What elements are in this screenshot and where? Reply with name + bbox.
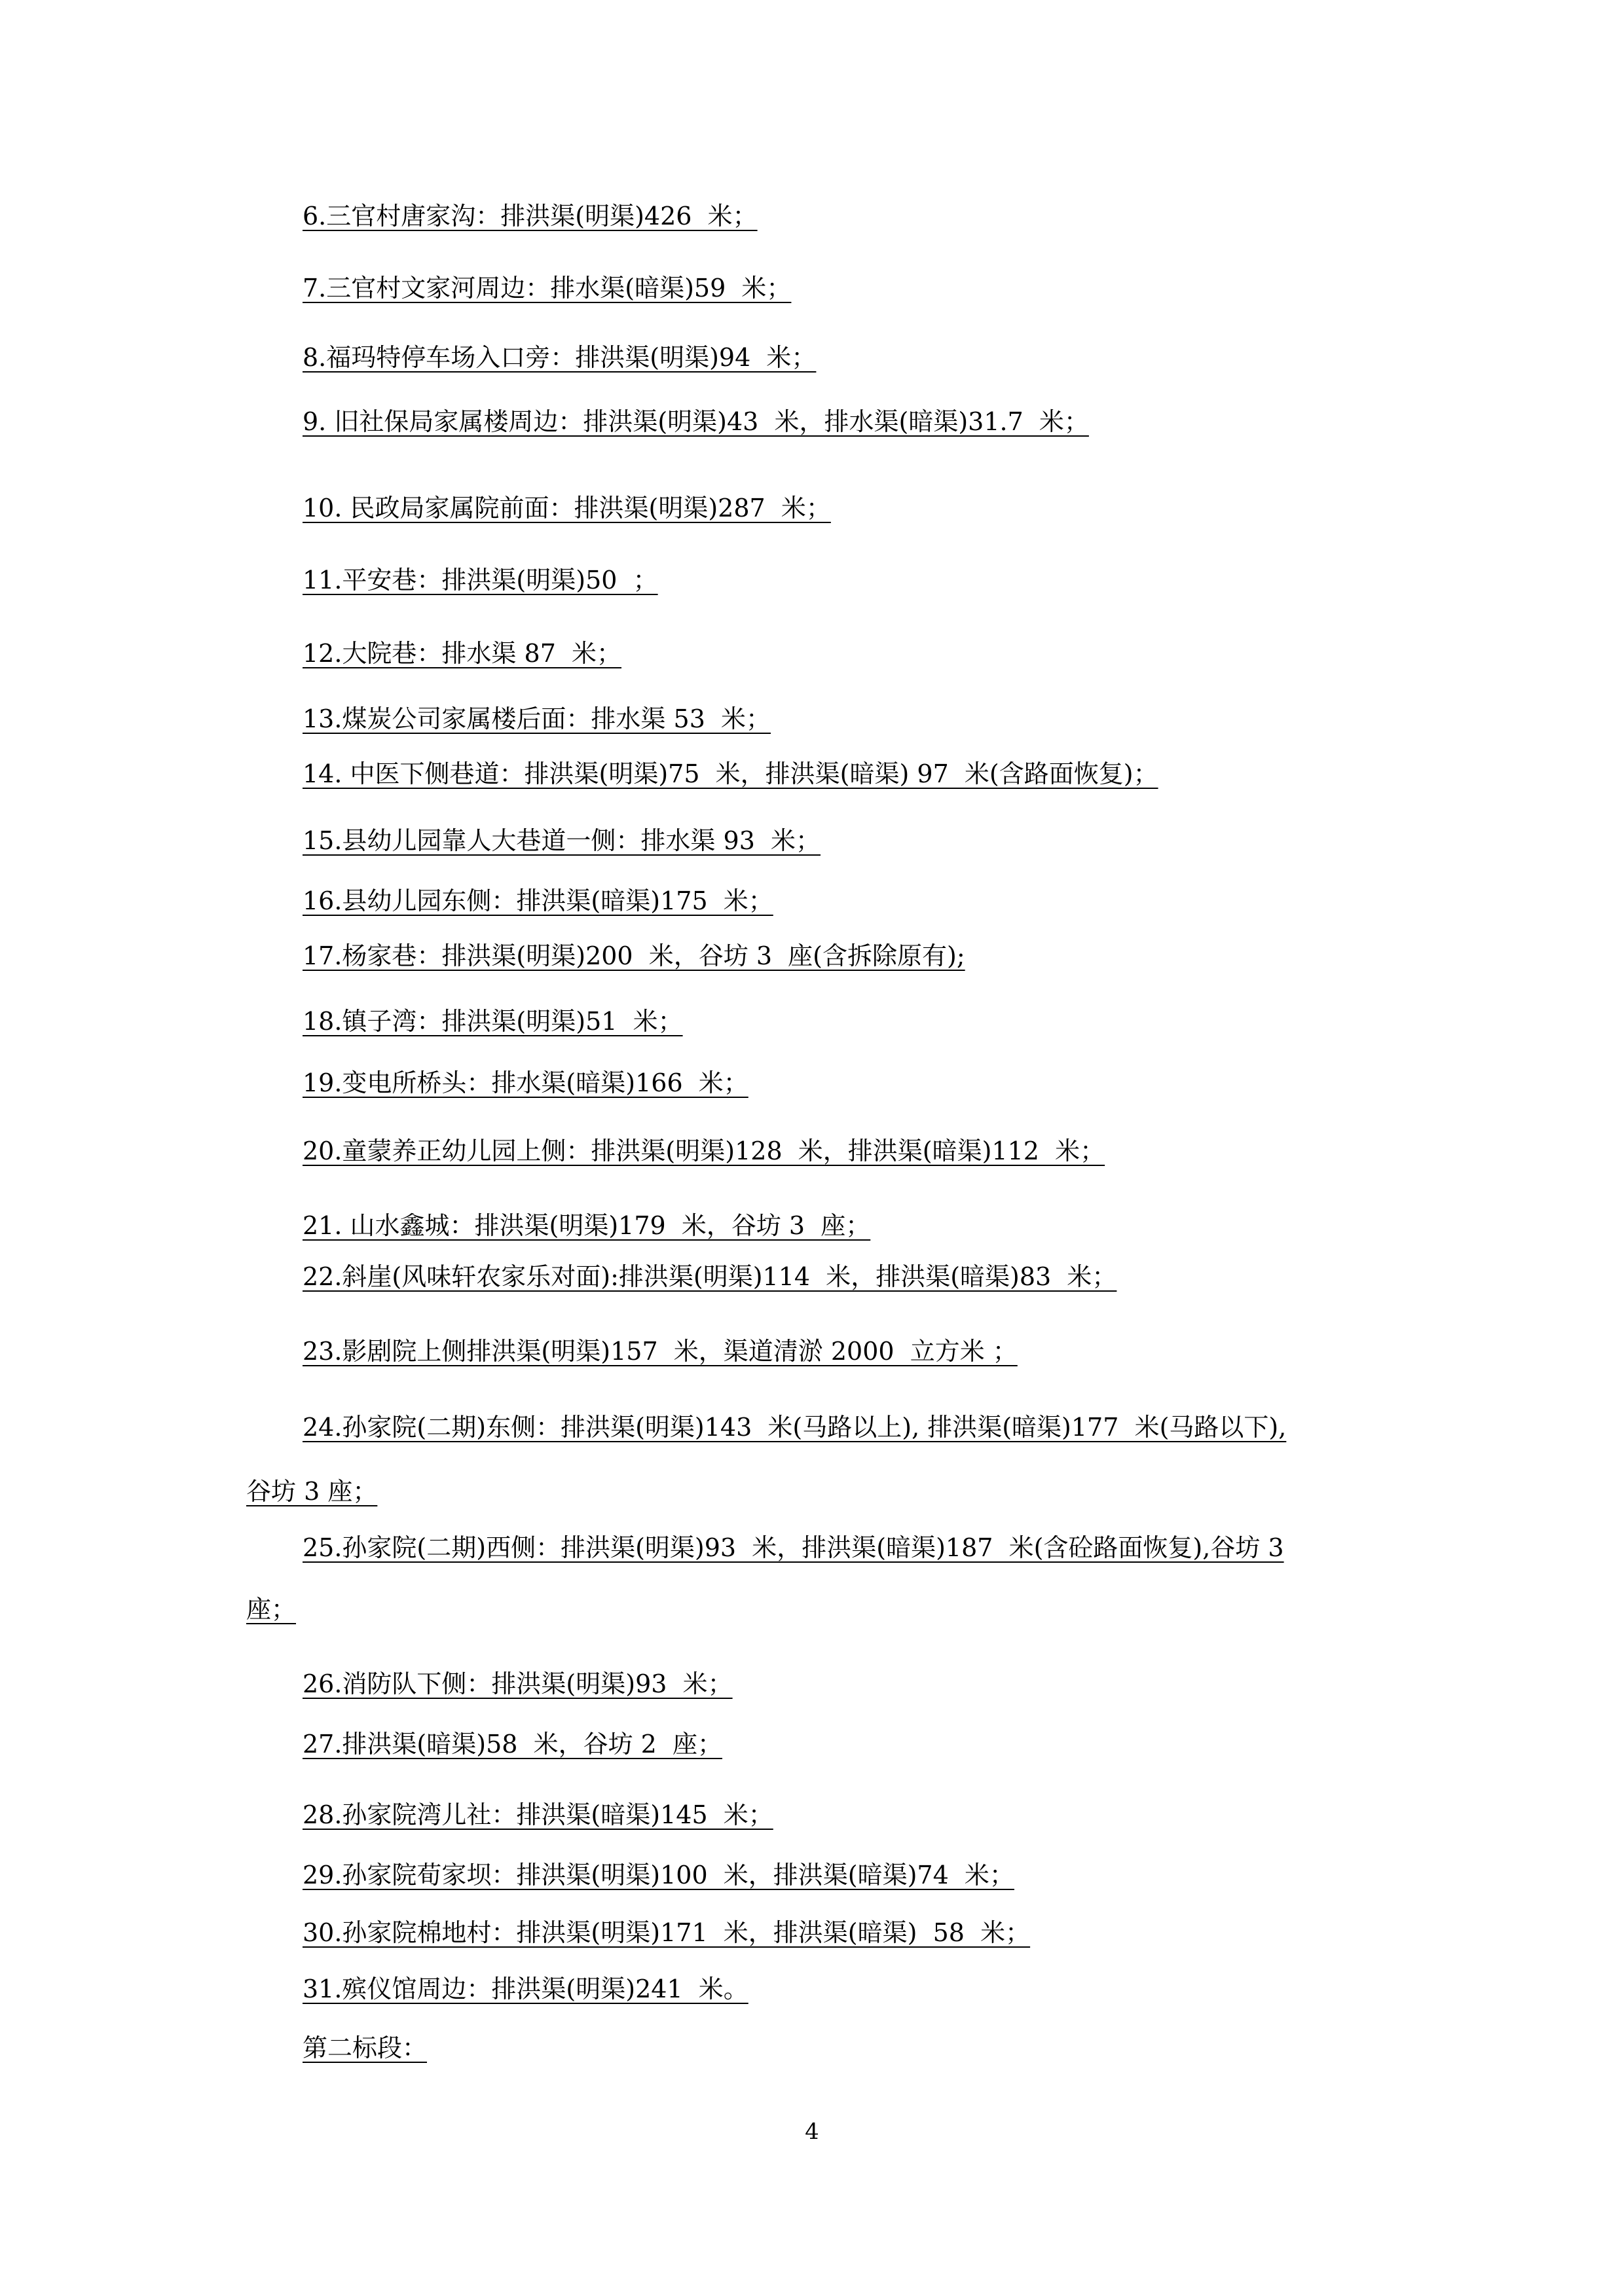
list-item-continuation: 座； — [246, 1595, 297, 1624]
list-item: 31.殡仪馆周边：排洪渠(明渠)241 米。 — [303, 1975, 748, 2003]
list-item: 15.县幼儿园靠人大巷道一侧：排水渠 93 米； — [303, 826, 821, 855]
list-item: 19.变电所桥头：排水渠(暗渠)166 米； — [303, 1068, 748, 1097]
list-item: 20.童蒙养正幼儿园上侧：排洪渠(明渠)128 米，排洪渠(暗渠)112 米； — [303, 1137, 1105, 1165]
list-item: 18.镇子湾：排洪渠(明渠)51 米； — [303, 1007, 683, 1036]
list-item: 13.煤炭公司家属楼后面：排水渠 53 米； — [303, 704, 771, 733]
list-item: 9. 旧社保局家属楼周边：排洪渠(明渠)43 米，排水渠(暗渠)31.7 米； — [303, 407, 1089, 436]
page-number: 4 — [805, 2119, 819, 2145]
list-item: 17.杨家巷：排洪渠(明渠)200 米，谷坊 3 座(含拆除原有); — [303, 941, 965, 970]
list-item: 22.斜崖(风味轩农家乐对面):排洪渠(明渠)114 米，排洪渠(暗渠)83 米； — [303, 1262, 1117, 1291]
list-item: 7.三官村文家河周边：排水渠(暗渠)59 米； — [303, 274, 792, 302]
list-item: 11.平安巷：排洪渠(明渠)50 ； — [303, 566, 658, 594]
list-item: 23.影剧院上侧排洪渠(明渠)157 米，渠道清淤 2000 立方米 ； — [303, 1337, 1018, 1366]
list-item: 8.福玛特停车场入口旁：排洪渠(明渠)94 米； — [303, 343, 817, 372]
list-item-continuation: 谷坊 3 座； — [246, 1477, 378, 1506]
list-item: 10. 民政局家属院前面：排洪渠(明渠)287 米； — [303, 494, 831, 522]
list-item: 16.县幼儿园东侧：排洪渠(暗渠)175 米； — [303, 886, 773, 915]
list-item: 25.孙家院(二期)西侧：排洪渠(明渠)93 米，排洪渠(暗渠)187 米(含砼路面恢复),谷坊 3 — [303, 1533, 1284, 1562]
section-heading: 第二标段： — [303, 2033, 428, 2062]
list-item: 21. 山水鑫城：排洪渠(明渠)179 米，谷坊 3 座； — [303, 1211, 871, 1240]
list-item: 27.排洪渠(暗渠)58 米，谷坊 2 座； — [303, 1730, 723, 1758]
list-item: 14. 中医下侧巷道：排洪渠(明渠)75 米，排洪渠(暗渠) 97 米(含路面恢复)； — [303, 759, 1158, 788]
list-item: 26.消防队下侧：排洪渠(明渠)93 米； — [303, 1669, 733, 1698]
list-item: 28.孙家院湾儿社：排洪渠(暗渠)145 米； — [303, 1800, 773, 1829]
list-item: 30.孙家院棉地村：排洪渠(明渠)171 米，排洪渠(暗渠) 58 米； — [303, 1918, 1031, 1947]
list-item: 29.孙家院荀家坝：排洪渠(明渠)100 米，排洪渠(暗渠)74 米； — [303, 1861, 1014, 1889]
list-item: 12.大院巷：排水渠 87 米； — [303, 639, 622, 668]
list-item: 6.三官村唐家沟：排洪渠(明渠)426 米； — [303, 202, 758, 230]
list-item: 24.孙家院(二期)东侧：排洪渠(明渠)143 米(马路以上), 排洪渠(暗渠)177 米(马路以下), — [303, 1413, 1287, 1442]
